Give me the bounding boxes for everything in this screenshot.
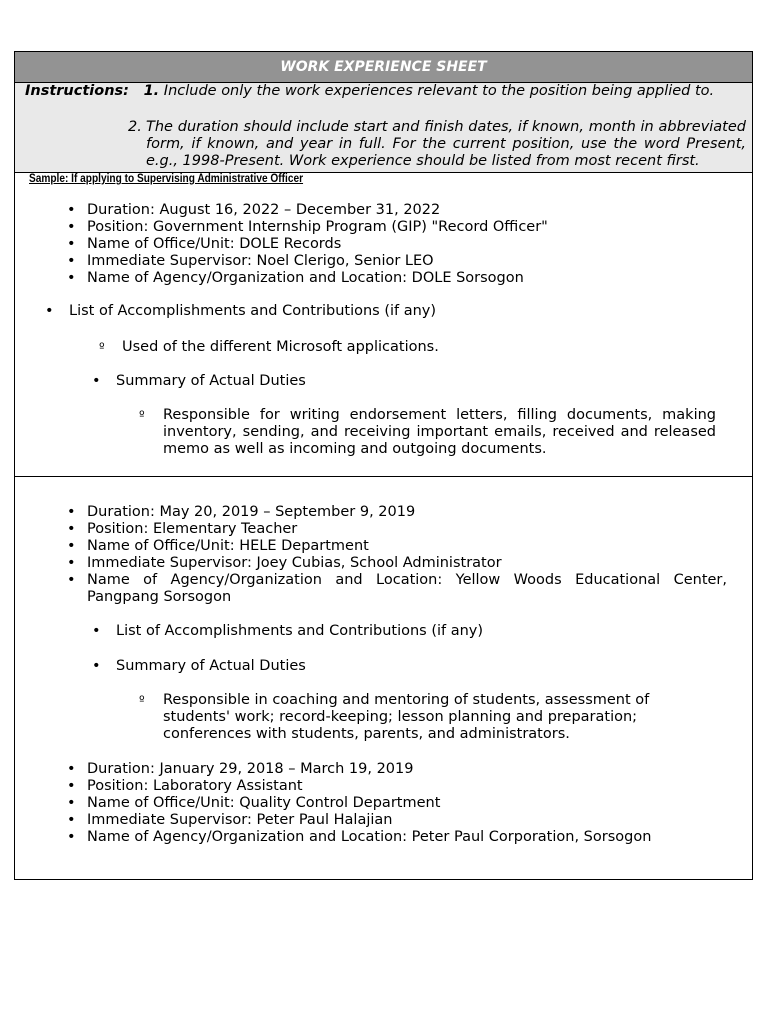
sample-label: Sample: If applying to Supervising Administrative Officer [29, 173, 304, 185]
section-divider [15, 476, 752, 477]
bullet-icon: • [92, 623, 101, 639]
circle-bullet-icon: º [139, 693, 145, 707]
bullet-icon: • [92, 658, 101, 674]
entry2-duration: Duration: May 20, 2019 – September 9, 2019 [87, 504, 416, 520]
sheet-title: WORK EXPERIENCE SHEET [15, 52, 752, 83]
instruction-item-2 [128, 119, 746, 170]
entry1-duration: Duration: August 16, 2022 – December 31, 2022 [87, 202, 441, 218]
bullet-icon: • [67, 812, 76, 828]
instruction-2-text: The duration should include start and finish dates, if known, month in abbreviated form, if known, and year in full. For the current position, use the word Present, e.g., 1998-Present. Work experience should be listed from most recent first. [146, 119, 746, 169]
bullet-icon: • [67, 521, 76, 537]
entry2-position: Position: Elementary Teacher [87, 521, 298, 537]
bullet-icon: • [67, 236, 76, 252]
entry1-duties-label: Summary of Actual Duties [116, 373, 306, 389]
circle-bullet-icon: º [99, 340, 105, 354]
instructions-box [15, 83, 752, 173]
entry1-position: Position: Government Internship Program (GIP) "Record Officer" [87, 219, 548, 235]
bullet-icon: • [92, 373, 101, 389]
instruction-1-number: 1. [143, 83, 160, 99]
entry1-supervisor: Immediate Supervisor: Noel Clerigo, Senior LEO [87, 253, 434, 269]
entry3-office: Name of Office/Unit: Quality Control Department [87, 795, 441, 811]
bullet-icon: • [67, 253, 76, 269]
instruction-1-text: Include only the work experiences relevant to the position being applied to. [163, 83, 715, 99]
instructions-label: Instructions: [25, 83, 129, 99]
entry3-agency: Name of Agency/Organization and Location: Peter Paul Corporation, Sorsogon [87, 829, 652, 845]
entry3-supervisor: Immediate Supervisor: Peter Paul Halajian [87, 812, 393, 828]
entry2-supervisor: Immediate Supervisor: Joey Cubias, School Administrator [87, 555, 502, 571]
bullet-icon: • [67, 829, 76, 845]
bullet-icon: • [67, 572, 76, 588]
bullet-icon: • [67, 538, 76, 554]
entry1-duty-1: Responsible for writing endorsement letters, filling documents, making inventory, sending, and receiving important emails, received and released memo as well as incoming and outgoing documents. [163, 407, 716, 457]
bullet-icon: • [45, 303, 54, 319]
entry3-duration: Duration: January 29, 2018 – March 19, 2019 [87, 761, 414, 777]
bullet-icon: • [67, 795, 76, 811]
bullet-icon: • [67, 202, 76, 218]
instruction-item-1 [25, 83, 745, 100]
entry1-office: Name of Office/Unit: DOLE Records [87, 236, 342, 252]
bullet-icon: • [67, 219, 76, 235]
entry1-accomplishments-label: List of Accomplishments and Contributions (if any) [69, 303, 437, 319]
work-experience-sheet [14, 51, 753, 880]
entry2-duty-1: Responsible in coaching and mentoring of students, assessment of students' work; record-keeping; lesson planning and preparation; conferences with students, parents, and administrators. [163, 692, 650, 742]
entry1-accomplishment-1: Used of the different Microsoft applications. [122, 339, 439, 355]
bullet-icon: • [67, 761, 76, 777]
bullet-icon: • [67, 504, 76, 520]
entry2-accomplishments-label: List of Accomplishments and Contributions (if any) [116, 623, 484, 639]
entry1-agency: Name of Agency/Organization and Location: DOLE Sorsogon [87, 270, 524, 286]
entry2-office: Name of Office/Unit: HELE Department [87, 538, 369, 554]
bullet-icon: • [67, 270, 76, 286]
bullet-icon: • [67, 555, 76, 571]
circle-bullet-icon: º [139, 408, 145, 422]
bullet-icon: • [67, 778, 76, 794]
entry2-duties-label: Summary of Actual Duties [116, 658, 306, 674]
instruction-2-number: 2. [128, 119, 142, 135]
entry3-position: Position: Laboratory Assistant [87, 778, 303, 794]
entry2-agency: Name of Agency/Organization and Location: Yellow Woods Educational Center, Pangpang Sorsogon [87, 572, 727, 605]
